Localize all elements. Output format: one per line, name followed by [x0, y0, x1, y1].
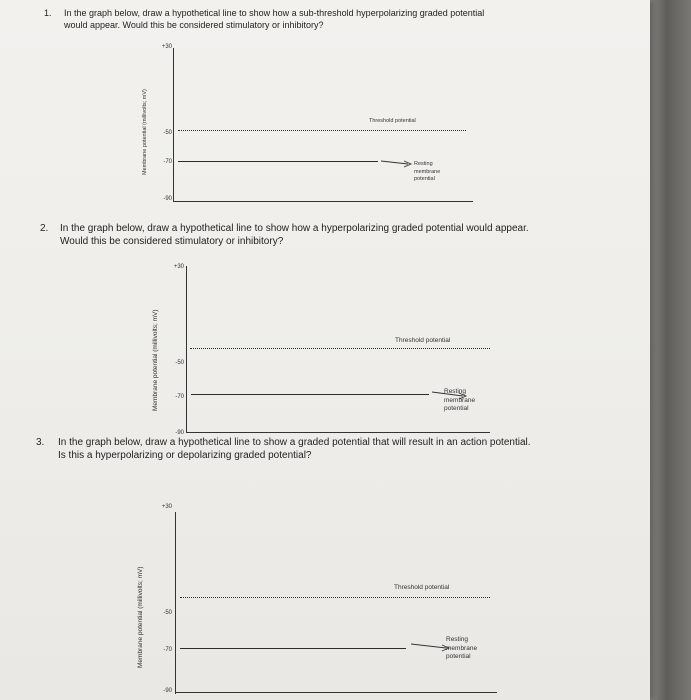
question-text-line: In the graph below, draw a hypothetical line to show how a hyperpolarizing graded potential would appear. [60, 223, 529, 234]
threshold-label: Threshold potential [369, 118, 416, 124]
threshold-label: Threshold potential [395, 337, 451, 344]
question-text-line: Would this be considered stimulatory or inhibitory? [60, 236, 284, 247]
resting-label-line: membrane [414, 168, 441, 175]
resting-label-line: membrane [446, 644, 478, 652]
question-text-line: In the graph below, draw a hypothetical line to show a graded potential that will result in an action potential. [58, 437, 531, 448]
y-axis-label: Membrane potential (millivolts; mV) [137, 566, 144, 668]
y-axis [175, 512, 176, 694]
question-2 [40, 222, 529, 248]
tick-label-plus30: +30 [161, 44, 172, 50]
threshold-label: Threshold potential [394, 584, 450, 591]
y-axis [173, 48, 174, 201]
resting-label-line: Resting [446, 636, 469, 643]
tick-label-minus90: -90 [175, 430, 184, 436]
question-number: 1. [44, 8, 52, 18]
resting-label-line: Resting [414, 161, 433, 167]
resting-label [446, 636, 477, 662]
tick-label-minus90: -90 [163, 196, 172, 202]
resting-label [444, 388, 475, 414]
threshold-line[interactable] [180, 597, 490, 598]
tick-label-minus70: -70 [175, 394, 184, 400]
resting-label [414, 161, 440, 184]
x-axis[interactable] [175, 692, 497, 693]
resting-label-line: potential [444, 405, 469, 412]
question-text-line: In the graph below, draw a hypothetical line to show how a sub-threshold hyperpolarizing graded potential [64, 8, 485, 18]
tick-label-plus30: +30 [173, 264, 184, 270]
resting-line[interactable] [180, 648, 406, 649]
tick-label-minus50: -50 [163, 130, 172, 136]
y-axis-label: Membrane potential (millivolts; mV) [142, 89, 148, 175]
resting-line[interactable] [178, 161, 378, 162]
x-axis[interactable] [173, 201, 473, 202]
question-number: 3. [36, 437, 45, 448]
threshold-line[interactable] [190, 348, 490, 349]
resting-label-line: membrane [444, 396, 476, 404]
tick-label-minus50: -50 [175, 360, 184, 366]
resting-label-line: Resting [444, 388, 467, 395]
resting-label-line: potential [446, 653, 471, 660]
tick-label-minus70: -70 [163, 647, 172, 653]
y-axis [186, 266, 187, 432]
question-text-line: would appear. Would this be considered stimulatory or inhibitory? [64, 20, 324, 30]
tick-label-minus50: -50 [163, 610, 172, 616]
question-1 [44, 7, 484, 31]
x-axis[interactable] [186, 432, 490, 433]
pointer-arrow-icon [380, 158, 416, 168]
question-3 [36, 436, 531, 462]
y-axis-label: Membrane potential (millivolts; mV) [152, 309, 159, 411]
resting-line[interactable] [191, 394, 429, 395]
tick-label-minus90: -90 [163, 688, 172, 694]
threshold-line[interactable] [178, 130, 466, 131]
question-text-line: Is this a hyperpolarizing or depolarizing graded potential? [58, 450, 312, 461]
tick-label-minus70: -70 [163, 159, 172, 165]
tick-label-plus30: +30 [161, 504, 172, 510]
resting-label-line: potential [414, 176, 435, 182]
question-number: 2. [40, 223, 49, 234]
